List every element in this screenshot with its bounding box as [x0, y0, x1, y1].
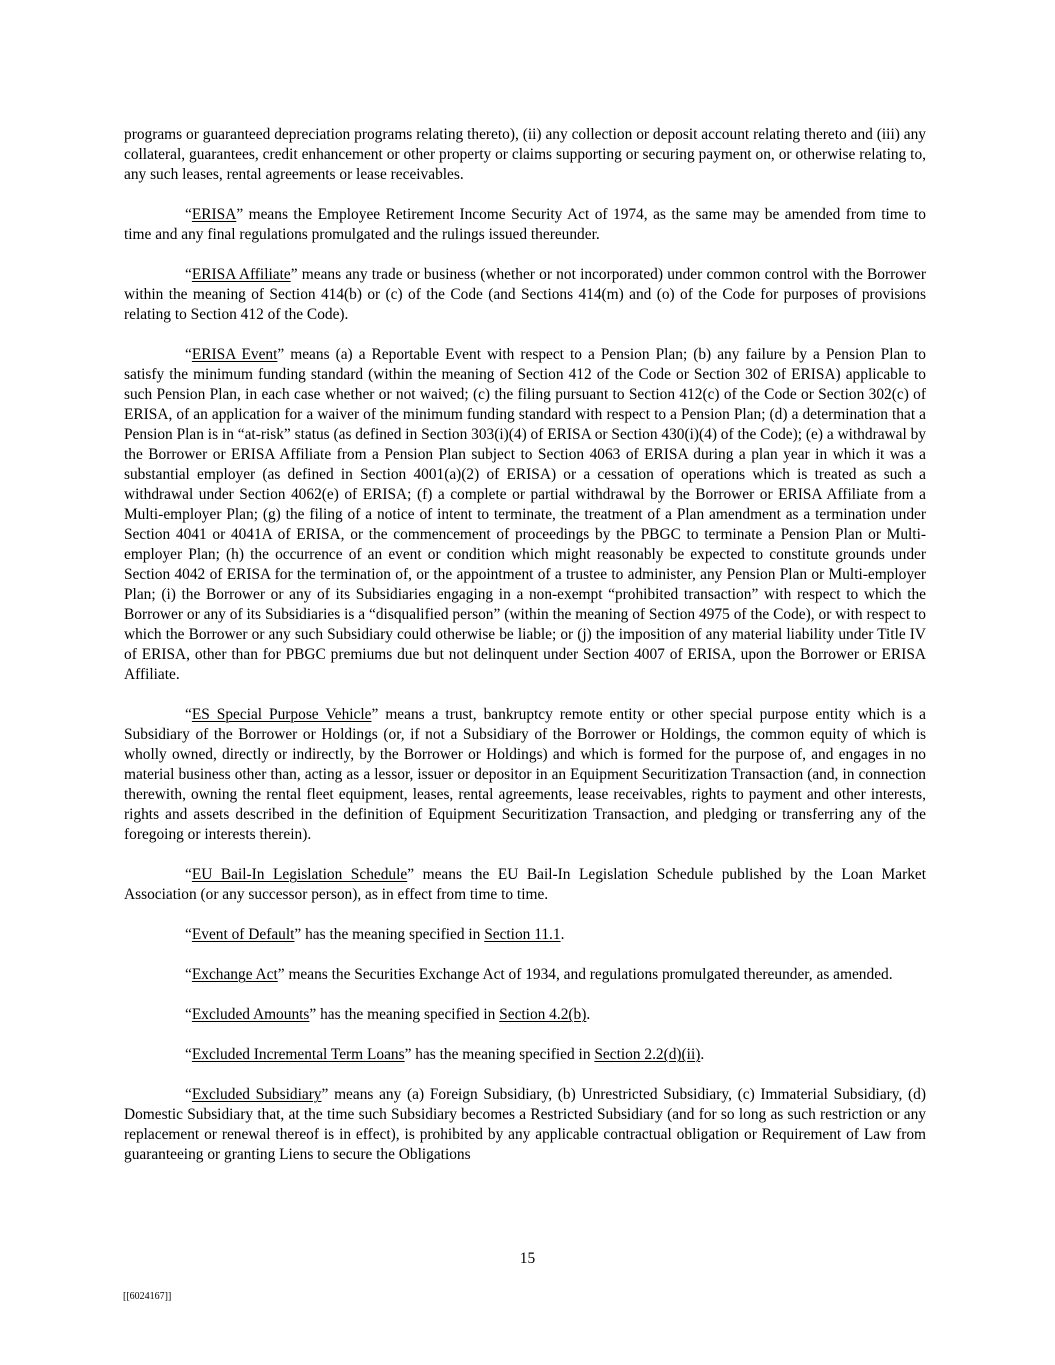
definition-erisa-event: [124, 345, 926, 685]
defined-term: ERISA Event: [191, 346, 278, 363]
defined-term: EU Bail-In Legislation Schedule: [191, 866, 408, 883]
definition-text: has the meaning specified in: [411, 1046, 595, 1063]
definition-text: means the Employee Retirement Income Security Act of 1974, as the same may be amended from time to time and any final regulations promulgated and the rulings issued thereunder.: [124, 206, 926, 243]
defined-term: Event of Default: [191, 926, 295, 943]
close-quote: ”: [277, 966, 285, 983]
section-reference-link: Section 2.2(d)(ii): [594, 1046, 701, 1063]
defined-term: ES Special Purpose Vehicle: [191, 706, 372, 723]
defined-term: ERISA: [191, 206, 237, 223]
close-quote: ”: [277, 346, 285, 363]
definition-excluded-incremental-term-loans: [124, 1045, 926, 1065]
open-quote: “: [185, 926, 192, 943]
page-number: 15: [519, 1250, 536, 1267]
definition-text: means the EU Bail-In Legislation Schedule published by the Loan Market Association (or any successor person), as in effect from time to time.: [124, 866, 926, 903]
open-quote: “: [185, 1006, 192, 1023]
open-quote: “: [185, 706, 192, 723]
close-quote: ”: [294, 926, 302, 943]
definition-tail: .: [700, 1046, 705, 1063]
definition-exchange-act: [124, 965, 926, 985]
definition-es-special-purpose-vehicle: [124, 705, 926, 845]
definition-erisa-affiliate: [124, 265, 926, 325]
definition-text: has the meaning specified in: [301, 926, 485, 943]
definition-text: has the meaning specified in: [316, 1006, 500, 1023]
defined-term: Excluded Incremental Term Loans: [191, 1046, 405, 1063]
defined-term: Excluded Amounts: [191, 1006, 310, 1023]
document-id: [[6024167]]: [123, 1291, 172, 1302]
close-quote: ”: [407, 866, 415, 883]
close-quote: ”: [236, 206, 244, 223]
close-quote: ”: [290, 266, 298, 283]
section-reference-link: Section 11.1: [484, 926, 561, 943]
defined-term: Excluded Subsidiary: [191, 1086, 322, 1103]
definition-text: means any trade or business (whether or not incorporated) under common control with the Borrower within the meaning of Section 414(b) or (c) of the Code (and Sections 414(m) and (o) of the Code for purposes of provisions relating to Section 412 of the Code).: [124, 266, 927, 323]
definition-event-of-default: [124, 925, 926, 945]
close-quote: ”: [309, 1006, 317, 1023]
open-quote: “: [185, 1086, 192, 1103]
continuation-paragraph: programs or guaranteed depreciation programs relating thereto), (ii) any collection or deposit account relating thereto and (iii) any collateral, guarantees, credit enhancement or other property or claims supporting or securing payment on, or otherwise relating to, any such leases, rental agreements or lease receivables.: [124, 126, 926, 183]
definition-text: means a trust, bankruptcy remote entity or other special purpose entity which is a Subsidiary of the Borrower or Holdings (or, if not a Subsidiary of the Borrower or Holdings, the common equity of which is wholly owned, directly or indirectly, by the Borrower or Holdings) and which is formed for the purpose of, and engages in no material business other than, acting as a lessor, issuer or depositor in an Equipment Securitization Transaction (and, in connection therewith, owning the rental fleet equipment, leases, rental agreements, lease receivables, rights to payment and other interests, rights and assets described in the definition of Equipment Securitization Transaction, and pledging or transferring any of the foregoing or interests therein).: [124, 706, 927, 843]
close-quote: ”: [371, 706, 379, 723]
definition-excluded-subsidiary: [124, 1085, 926, 1165]
definition-tail: .: [560, 926, 565, 943]
open-quote: “: [185, 1046, 192, 1063]
open-quote: “: [185, 206, 192, 223]
definition-erisa: [124, 205, 926, 245]
defined-term: ERISA Affiliate: [191, 266, 291, 283]
open-quote: “: [185, 966, 192, 983]
document-body: [124, 125, 926, 1185]
section-reference-link: Section 4.2(b): [499, 1006, 587, 1023]
definition-text: means (a) a Reportable Event with respect to a Pension Plan; (b) any failure by a Pension Plan to satisfy the minimum funding standard (within the meaning of Section 412 of the Code or Section 302 of ERISA) applicable to such Pension Plan, in each case whether or not waived; (c) the filing pursuant to Section 412(c) of the Code or Section 302(c) of ERISA, of an application for a waiver of the minimum funding standard with respect to a Pension Plan; (d) a determination that a Pension Plan is in “at-risk” status (as defined in Section 303(i)(4) of ERISA or Section 430(i)(4) of the Code); (e) a withdrawal by the Borrower or ERISA Affiliate from a Pension Plan subject to Section 4063 of ERISA during a plan year in which it was a substantial employer (as defined in Section 4001(a)(2) of ERISA) or a cessation of operations which is treated as such a withdrawal under Section 4062(e) of ERISA; (f) a complete or partial withdrawal by the Borrower or ERISA Affiliate from a Multi-employer Plan; (g) the filing of a notice of intent to terminate, the treatment of a Plan amendment as a termination under Section 4041 or 4041A of ERISA, or the commencement of proceedings by the PBGC to terminate a Pension Plan or Multi-employer Plan; (h) the occurrence of an event or condition which might reasonably be expected to constitute grounds under Section 4042 of ERISA for the termination of, or the appointment of a trustee to administer, any Pension Plan or Multi-employer Plan; (i) the Borrower or any of its Subsidiaries engaging in a non-exempt “prohibited transaction” with respect to which the Borrower or any of its Subsidiaries is a “disqualified person” (within the meaning of Section 4975 of the Code), or with respect to which the Borrower or any such Subsidiary could otherwise be liable; or (j) the imposition of any material liability under Title IV of ERISA, other than for PBGC premiums due but not delinquent under Section 4007 of ERISA, upon the Borrower or ERISA Affiliate.: [124, 346, 926, 683]
definition-tail: .: [586, 1006, 591, 1023]
open-quote: “: [185, 346, 192, 363]
definition-text: means the Securities Exchange Act of 1934, and regulations promulgated thereunder, as amended.: [284, 966, 893, 983]
definition-excluded-amounts: [124, 1005, 926, 1025]
open-quote: “: [185, 266, 192, 283]
definition-eu-bail-in-legislation-schedule: [124, 865, 926, 905]
close-quote: ”: [321, 1086, 329, 1103]
defined-term: Exchange Act: [191, 966, 278, 983]
definition-text: means any (a) Foreign Subsidiary, (b) Unrestricted Subsidiary, (c) Immaterial Subsidiary, (d) Domestic Subsidiary that, at the time such Subsidiary becomes a Restricted Subsidiary (and for so long as such restriction or any replacement or renewal thereof is in effect), is prohibited by any applicable contractual obligation or Requirement of Law from guaranteeing or granting Liens to secure the Obligations: [124, 1086, 926, 1163]
open-quote: “: [185, 866, 192, 883]
close-quote: ”: [404, 1046, 412, 1063]
